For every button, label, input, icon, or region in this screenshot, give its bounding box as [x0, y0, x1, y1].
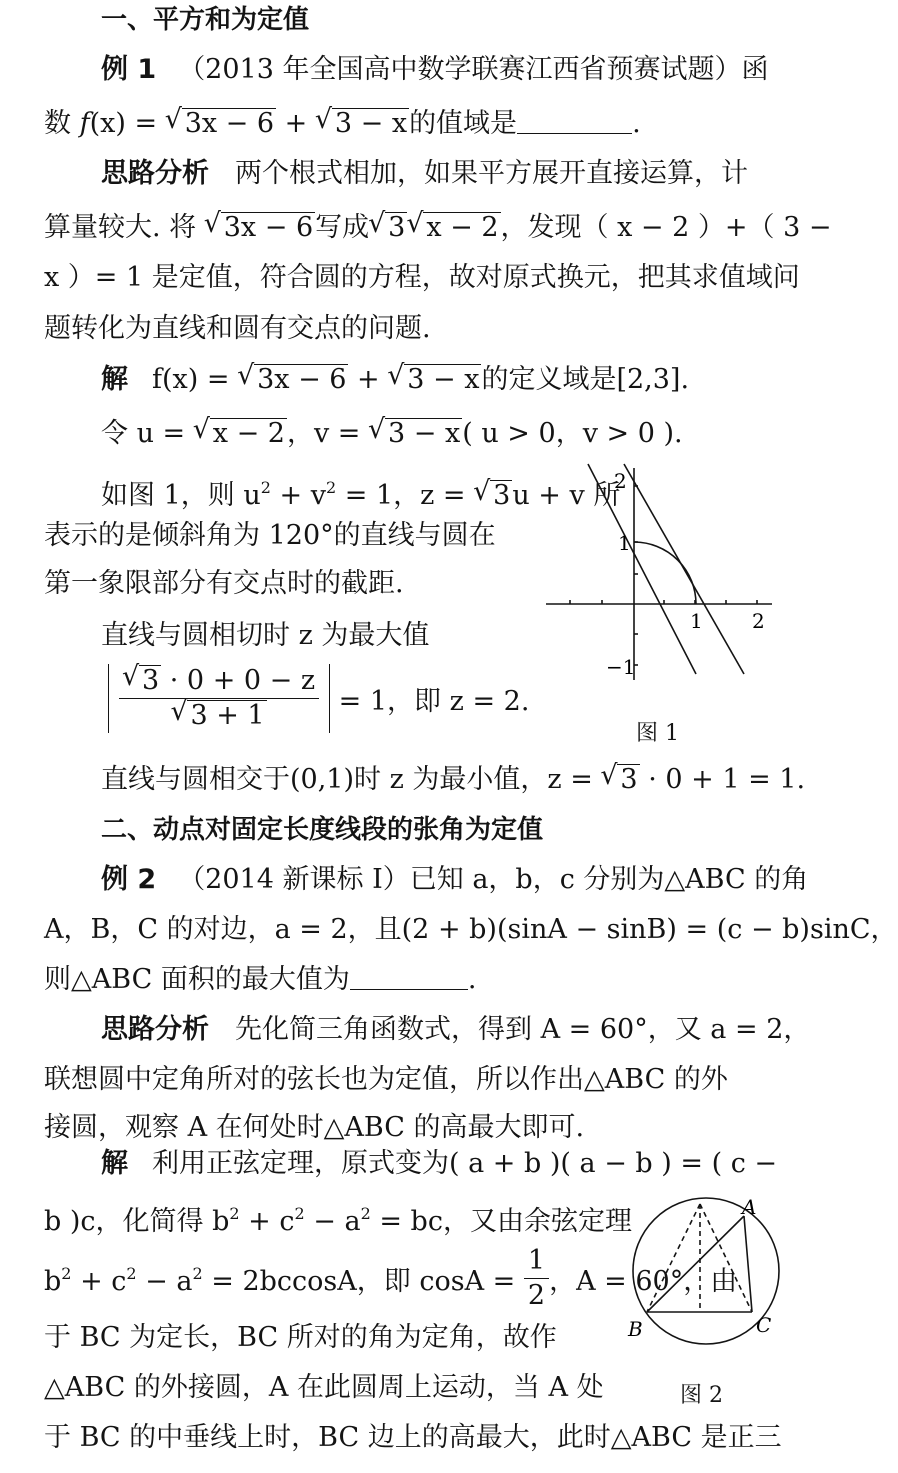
example-1-title — [101, 52, 768, 88]
analysis-2-line-1: 思路分析 先化简三角函数式，得到 A = 60°，又 a = 2， — [101, 1014, 811, 1045]
figure-1-graph — [540, 458, 780, 708]
solution-1-line-4: 表示的是倾斜角为 120°的直线与圆在 — [44, 520, 496, 551]
solution-2-line-5: △ABC 的外接圆，A 在此圆周上运动，当 A 处 — [44, 1372, 604, 1403]
figure-1-caption: 图 1 — [636, 721, 679, 746]
solution-1-line-5: 第一象限部分有交点时的截距. — [44, 568, 404, 599]
answer-blank — [350, 967, 468, 990]
analysis-1-line-2: 算量较大. 将 √ 3x − 6写成√ 3√ x − 2，发现（ x − 2 ）+（ 3 − — [44, 210, 831, 246]
tangent-equation: √ 3 · 0 + 0 − z √ 3 + 1 = 1，即 z = 2. — [108, 664, 529, 733]
section-heading-1: 一、平方和为定值 — [101, 5, 310, 35]
answer-blank — [517, 111, 632, 134]
solution-label: 解 — [101, 1148, 128, 1179]
radical: √ 3 − x — [332, 108, 409, 139]
solution-1-line-3: 如图 1，则 $u^2 + v^2 = 1$，z = √ 3u + v 所 — [101, 470, 620, 514]
solution-2-line-3: $b^2 + c^2 - a^2 = 2bccosA$，即 cosA = $\frac{1}{2}$ ，A = 60°，由 — [44, 1245, 738, 1311]
example-1-question: 数 f(x) = √ 3x − 6 + √ 3 − x的值域是 . — [44, 106, 641, 142]
solution-2-line-1: 解 利用正弦定理，原式变为( a + b )( a − b ) = ( c − — [101, 1148, 778, 1179]
point-c-label: C — [756, 1313, 772, 1337]
solution-1-line-6: 直线与圆相切时 z 为最大值 — [101, 620, 430, 651]
example-label: 例 2 — [101, 864, 157, 895]
figure-2-caption: 图 2 — [680, 1383, 723, 1408]
figure-2-circle-diagram — [622, 1192, 782, 1342]
analysis-2-line-3: 接圆，观察 A 在何处时△ABC 的高最大即可. — [44, 1112, 585, 1143]
y-tick-neg1: −1 — [606, 655, 636, 679]
solution-1-line-7: 直线与圆相交于(0,1)时 z 为最小值，z = √ 3 · 0 + 1 = 1. — [101, 762, 805, 798]
example-label: 例 1 — [101, 54, 157, 85]
solution-1-line-2: 令 u = √ x − 2，v = √ 3 − x( u > 0，v > 0 ). — [101, 416, 683, 452]
analysis-label: 思路分析 — [101, 1014, 209, 1045]
solution-2-line-2: b )c，化简得 $b^2 + c^2 - a^2$ = bc，又由余弦定理 — [44, 1204, 632, 1237]
fraction: $\frac{1}{2}$ — [524, 1244, 549, 1313]
example-2-line-2: A，B，C 的对边，a = 2，且(2 + b)(sinA − sinB) = (c − b)sinC， — [44, 914, 898, 945]
x-tick-2: 2 — [752, 609, 765, 633]
analysis-1-line-1: 思路分析 两个根式相加，如果平方展开直接运算，计 — [101, 158, 748, 189]
absolute-value — [108, 664, 330, 733]
analysis-label: 思路分析 — [101, 158, 209, 189]
analysis-2-line-2: 联想圆中定角所对的弦长也为定值，所以作出△ABC 的外 — [44, 1064, 728, 1095]
solution-label: 解 — [101, 364, 128, 395]
fraction: √ 3 · 0 + 0 − z √ 3 + 1 — [119, 664, 319, 733]
solution-2-line-4: 于 BC 为定长，BC 所对的角为定角，故作 — [44, 1322, 557, 1353]
solution-1-line-1: 解 f(x) = √ 3x − 6 + √ 3 − x的定义域是[2,3]. — [101, 362, 689, 398]
point-a-label: A — [742, 1195, 757, 1219]
x-tick-1: 1 — [690, 609, 703, 633]
example-2-line-3: 则△ABC 面积的最大值为 . — [44, 964, 477, 995]
y-tick-1: 1 — [618, 531, 631, 555]
analysis-1-line-3: x ）= 1 是定值，符合圆的方程，故对原式换元，把其求值域问 — [44, 262, 800, 293]
radical: √ 3x − 6 — [182, 108, 276, 139]
analysis-1-line-4: 题转化为直线和圆有交点的问题. — [44, 313, 431, 344]
solution-2-line-6: 于 BC 的中垂线上时，BC 边上的高最大，此时△ABC 是正三 — [44, 1422, 782, 1453]
example-2-line-1: 例 2 （2014 新课标 Ⅰ）已知 a，b，c 分别为△ABC 的角 — [101, 864, 809, 895]
point-b-label: B — [628, 1317, 643, 1341]
y-tick-2: 2 — [614, 469, 627, 493]
example-source: （2013 年全国高中数学联赛江西省预赛试题）函 — [178, 54, 769, 85]
section-heading-2: 二、动点对固定长度线段的张角为定值 — [101, 815, 544, 845]
